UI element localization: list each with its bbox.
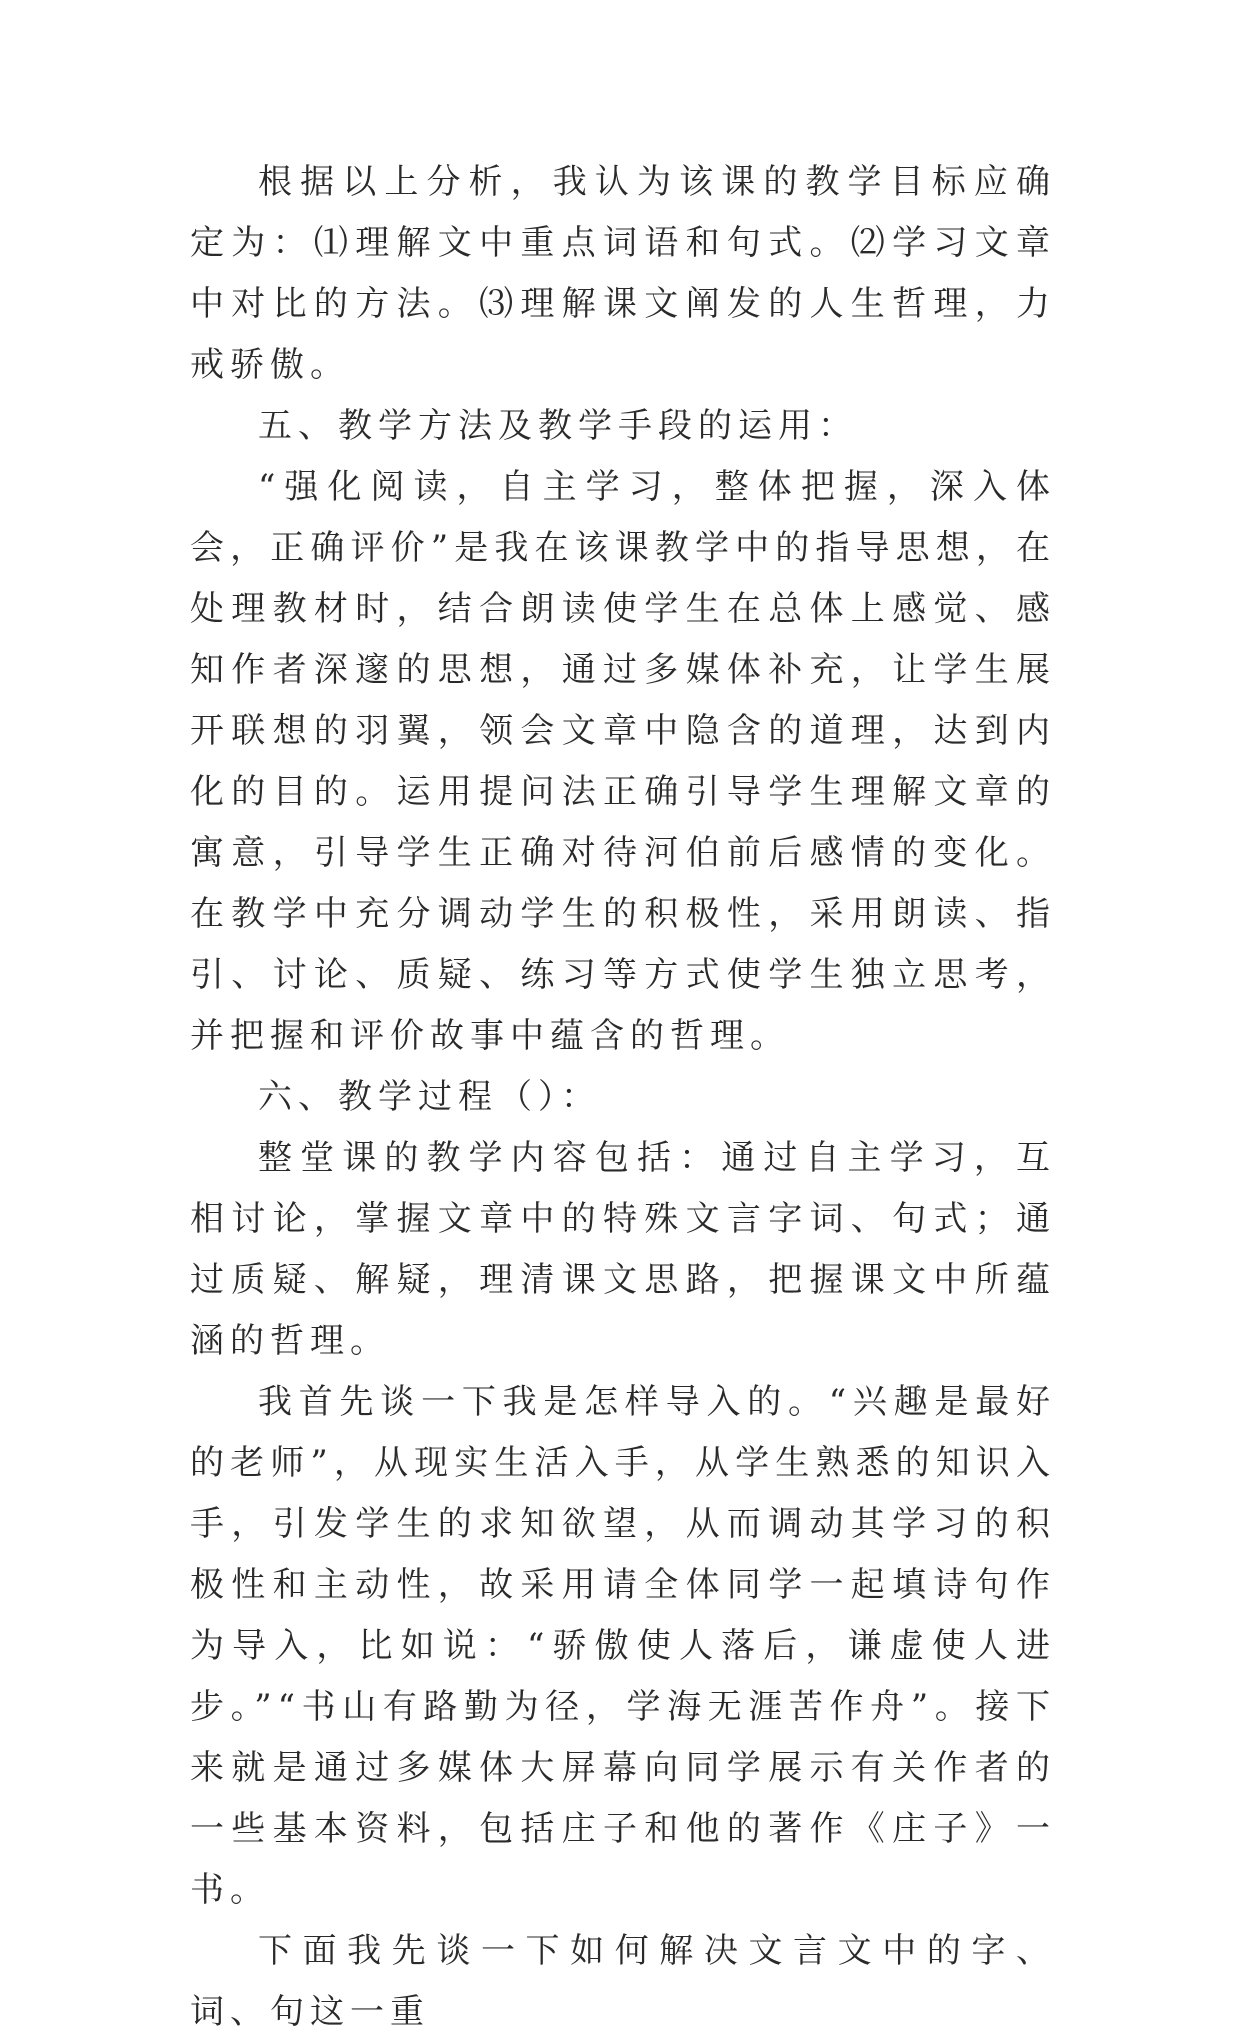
paragraph-teaching-goals: 根据以上分析，我认为该课的教学目标应确定为：⑴理解文中重点词语和句式。⑵学习文章中对比的方法。⑶理解课文阐发的人生哲理，力戒骄傲。 <box>190 162 1056 385</box>
paragraph-methods: “强化阅读，自主学习，整体把握，深入体会，正确评价”是我在该课教学中的指导思想，在处理教材时，结合朗读使学生在总体上感觉、感知作者深邃的思想，通过多媒体补充，让学生展开联想的羽翼，领会文章中隐含的道理，达到内化的目的。运用提问法正确引导学生理解文章的寓意，引导学生正确对待河伯前后感情的变化。在教学中充分调动学生的积极性，采用朗读、指引、讨论、质疑、练习等方式使学生独立思考，并把握和评价故事中蕴含的哲理。 <box>190 467 1056 1056</box>
section-heading-methods: 五、教学方法及教学手段的运用： <box>258 406 858 446</box>
paragraph-introduction: 我首先谈一下我是怎样导入的。“兴趣是最好的老师”，从现实生活入手，从学生熟悉的知识入手，引发学生的求知欲望，从而调动其学习的积极性和主动性，故采用请全体同学一起填诗句作为导入，比如说：“骄傲使人落后，谦虚使人进步。”“书山有路勤为径，学海无涯苦作舟”。接下来就是通过多媒体大屏幕向同学展示有关作者的一些基本资料，包括庄子和他的著作《庄子》一书。 <box>190 1382 1056 1910</box>
section-heading-process: 六、教学过程（）： <box>258 1077 601 1117</box>
document-body <box>190 152 1056 2043</box>
paragraph-content-overview: 整堂课的教学内容包括：通过自主学习，互相讨论，掌握文章中的特殊文言字词、句式；通过质疑、解疑，理清课文思路，把握课文中所蕴涵的哲理。 <box>190 1138 1056 1361</box>
paragraph-vocabulary: 下面我先谈一下如何解决文言文中的字、词、句这一重 <box>190 1931 1056 2032</box>
